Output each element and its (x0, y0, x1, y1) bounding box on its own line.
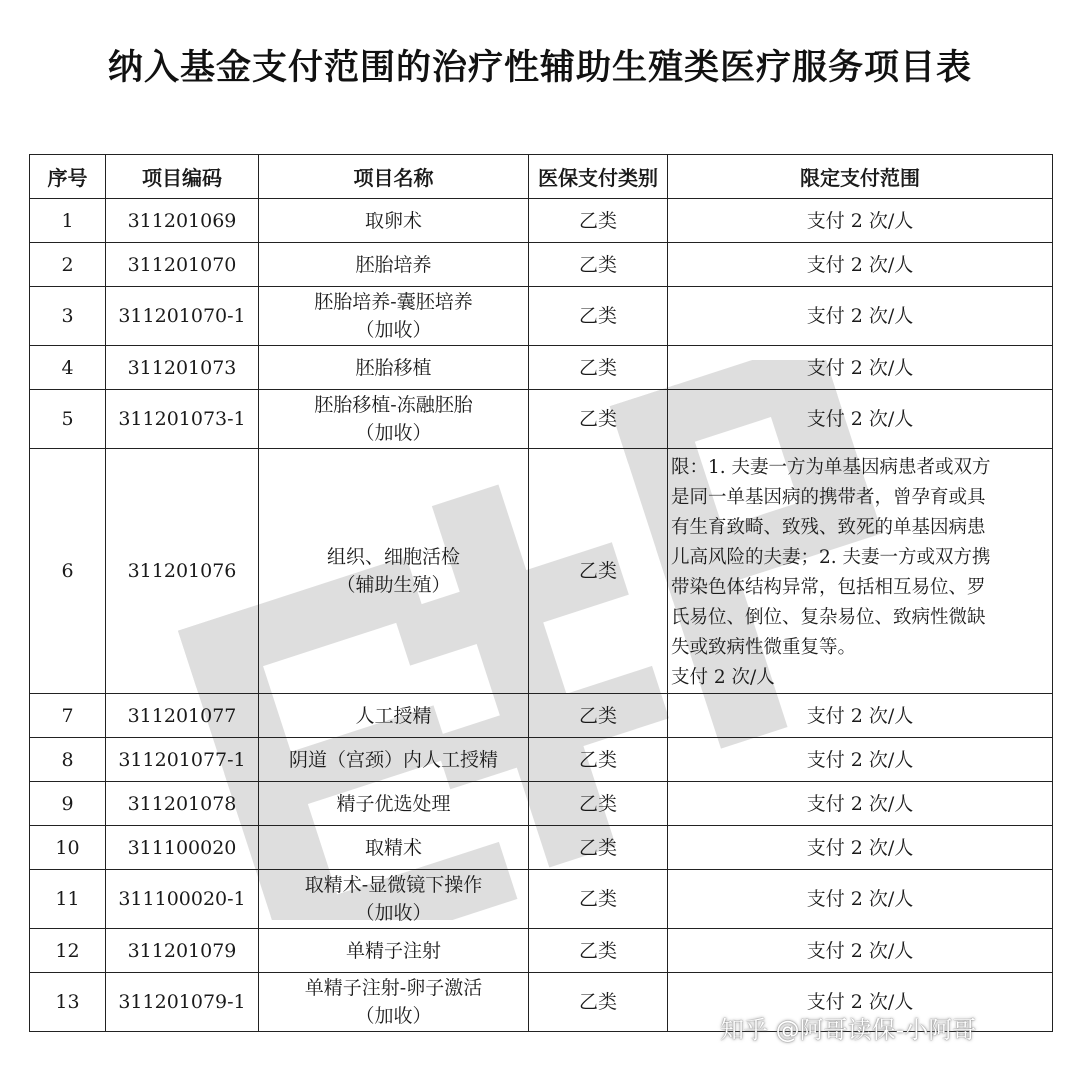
cell-scope: 支付 2 次/人 (668, 346, 1053, 390)
cell-scope: 支付 2 次/人 (668, 870, 1053, 929)
cell-no: 7 (30, 694, 106, 738)
cell-category: 乙类 (529, 243, 668, 287)
cell-scope: 支付 2 次/人 (668, 826, 1053, 870)
cell-category: 乙类 (529, 973, 668, 1032)
cell-scope: 支付 2 次/人 (668, 694, 1053, 738)
cell-scope: 支付 2 次/人 (668, 973, 1053, 1032)
cell-name: 取精术-显微镜下操作 （加收） (259, 870, 529, 929)
header-no: 序号 (30, 155, 106, 199)
cell-name: 人工授精 (259, 694, 529, 738)
table-row (30, 826, 1053, 870)
cell-category: 乙类 (529, 738, 668, 782)
cell-category: 乙类 (529, 390, 668, 449)
cell-name: 取精术 (259, 826, 529, 870)
cell-name: 胚胎移植-冻融胚胎 （加收） (259, 390, 529, 449)
cell-no: 2 (30, 243, 106, 287)
cell-scope: 支付 2 次/人 (668, 782, 1053, 826)
table-row (30, 738, 1053, 782)
cell-category: 乙类 (529, 694, 668, 738)
table-row (30, 243, 1053, 287)
cell-no: 12 (30, 929, 106, 973)
cell-scope: 支付 2 次/人 (668, 390, 1053, 449)
watermark-credit: 知乎 @阿哥读保-小阿哥 (720, 1016, 977, 1044)
table-row (30, 287, 1053, 346)
cell-scope-long: 限：1. 夫妻一方为单基因病患者或双方 是同一单基因病的携带者，曾孕育或具 有生育致畸、致残、致死的单基因病患 儿高风险的夫妻；2. 夫妻一方或双方携 带染色体结构异常，包括相互易位、罗 氏易位、倒位、复杂易位、致病性微缺 失或致病性微重复等。 支付 2 次/人 (668, 449, 1053, 694)
header-name: 项目名称 (259, 155, 529, 199)
cell-code: 311201077 (106, 694, 259, 738)
cell-category: 乙类 (529, 449, 668, 694)
cell-scope: 支付 2 次/人 (668, 199, 1053, 243)
cell-category: 乙类 (529, 929, 668, 973)
cell-code: 311201073-1 (106, 390, 259, 449)
cell-name: 单精子注射 (259, 929, 529, 973)
cell-no: 3 (30, 287, 106, 346)
cell-category: 乙类 (529, 346, 668, 390)
cell-category: 乙类 (529, 870, 668, 929)
cell-no: 5 (30, 390, 106, 449)
cell-category: 乙类 (529, 782, 668, 826)
cell-no: 6 (30, 449, 106, 694)
cell-name: 胚胎培养 (259, 243, 529, 287)
cell-code: 311201070-1 (106, 287, 259, 346)
cell-category: 乙类 (529, 199, 668, 243)
cell-scope: 支付 2 次/人 (668, 287, 1053, 346)
cell-name: 胚胎培养-囊胚培养 （加收） (259, 287, 529, 346)
cell-scope: 支付 2 次/人 (668, 738, 1053, 782)
cell-category: 乙类 (529, 826, 668, 870)
cell-name: 组织、细胞活检 （辅助生殖） (259, 449, 529, 694)
cell-code: 311201077-1 (106, 738, 259, 782)
cell-no: 10 (30, 826, 106, 870)
cell-category: 乙类 (529, 287, 668, 346)
cell-code: 311100020 (106, 826, 259, 870)
cell-name: 单精子注射-卵子激活 （加收） (259, 973, 529, 1032)
table-row (30, 694, 1053, 738)
cell-no: 8 (30, 738, 106, 782)
cell-no: 11 (30, 870, 106, 929)
cell-code: 311201079 (106, 929, 259, 973)
cell-name: 取卵术 (259, 199, 529, 243)
cell-name: 精子优选处理 (259, 782, 529, 826)
cell-no: 9 (30, 782, 106, 826)
cell-scope: 支付 2 次/人 (668, 929, 1053, 973)
table-row (30, 390, 1053, 449)
table-row (30, 199, 1053, 243)
cell-scope: 支付 2 次/人 (668, 243, 1053, 287)
cell-code: 311201078 (106, 782, 259, 826)
cell-code: 311201076 (106, 449, 259, 694)
cell-no: 13 (30, 973, 106, 1032)
cell-no: 1 (30, 199, 106, 243)
header-code: 项目编码 (106, 155, 259, 199)
header-scope: 限定支付范围 (668, 155, 1053, 199)
table-header-row (30, 155, 1053, 199)
cell-code: 311201079-1 (106, 973, 259, 1032)
table-row (30, 929, 1053, 973)
header-category: 医保支付类别 (529, 155, 668, 199)
page-title: 纳入基金支付范围的治疗性辅助生殖类医疗服务项目表 (107, 48, 972, 88)
cell-no: 4 (30, 346, 106, 390)
table-row (30, 870, 1053, 929)
cell-code: 311100020-1 (106, 870, 259, 929)
cell-code: 311201073 (106, 346, 259, 390)
cell-name: 阴道（宫颈）内人工授精 (259, 738, 529, 782)
table-row (30, 449, 1053, 694)
table-row (30, 782, 1053, 826)
cell-code: 311201069 (106, 199, 259, 243)
cell-code: 311201070 (106, 243, 259, 287)
cell-name: 胚胎移植 (259, 346, 529, 390)
table-row (30, 346, 1053, 390)
items-table (29, 154, 1053, 1032)
